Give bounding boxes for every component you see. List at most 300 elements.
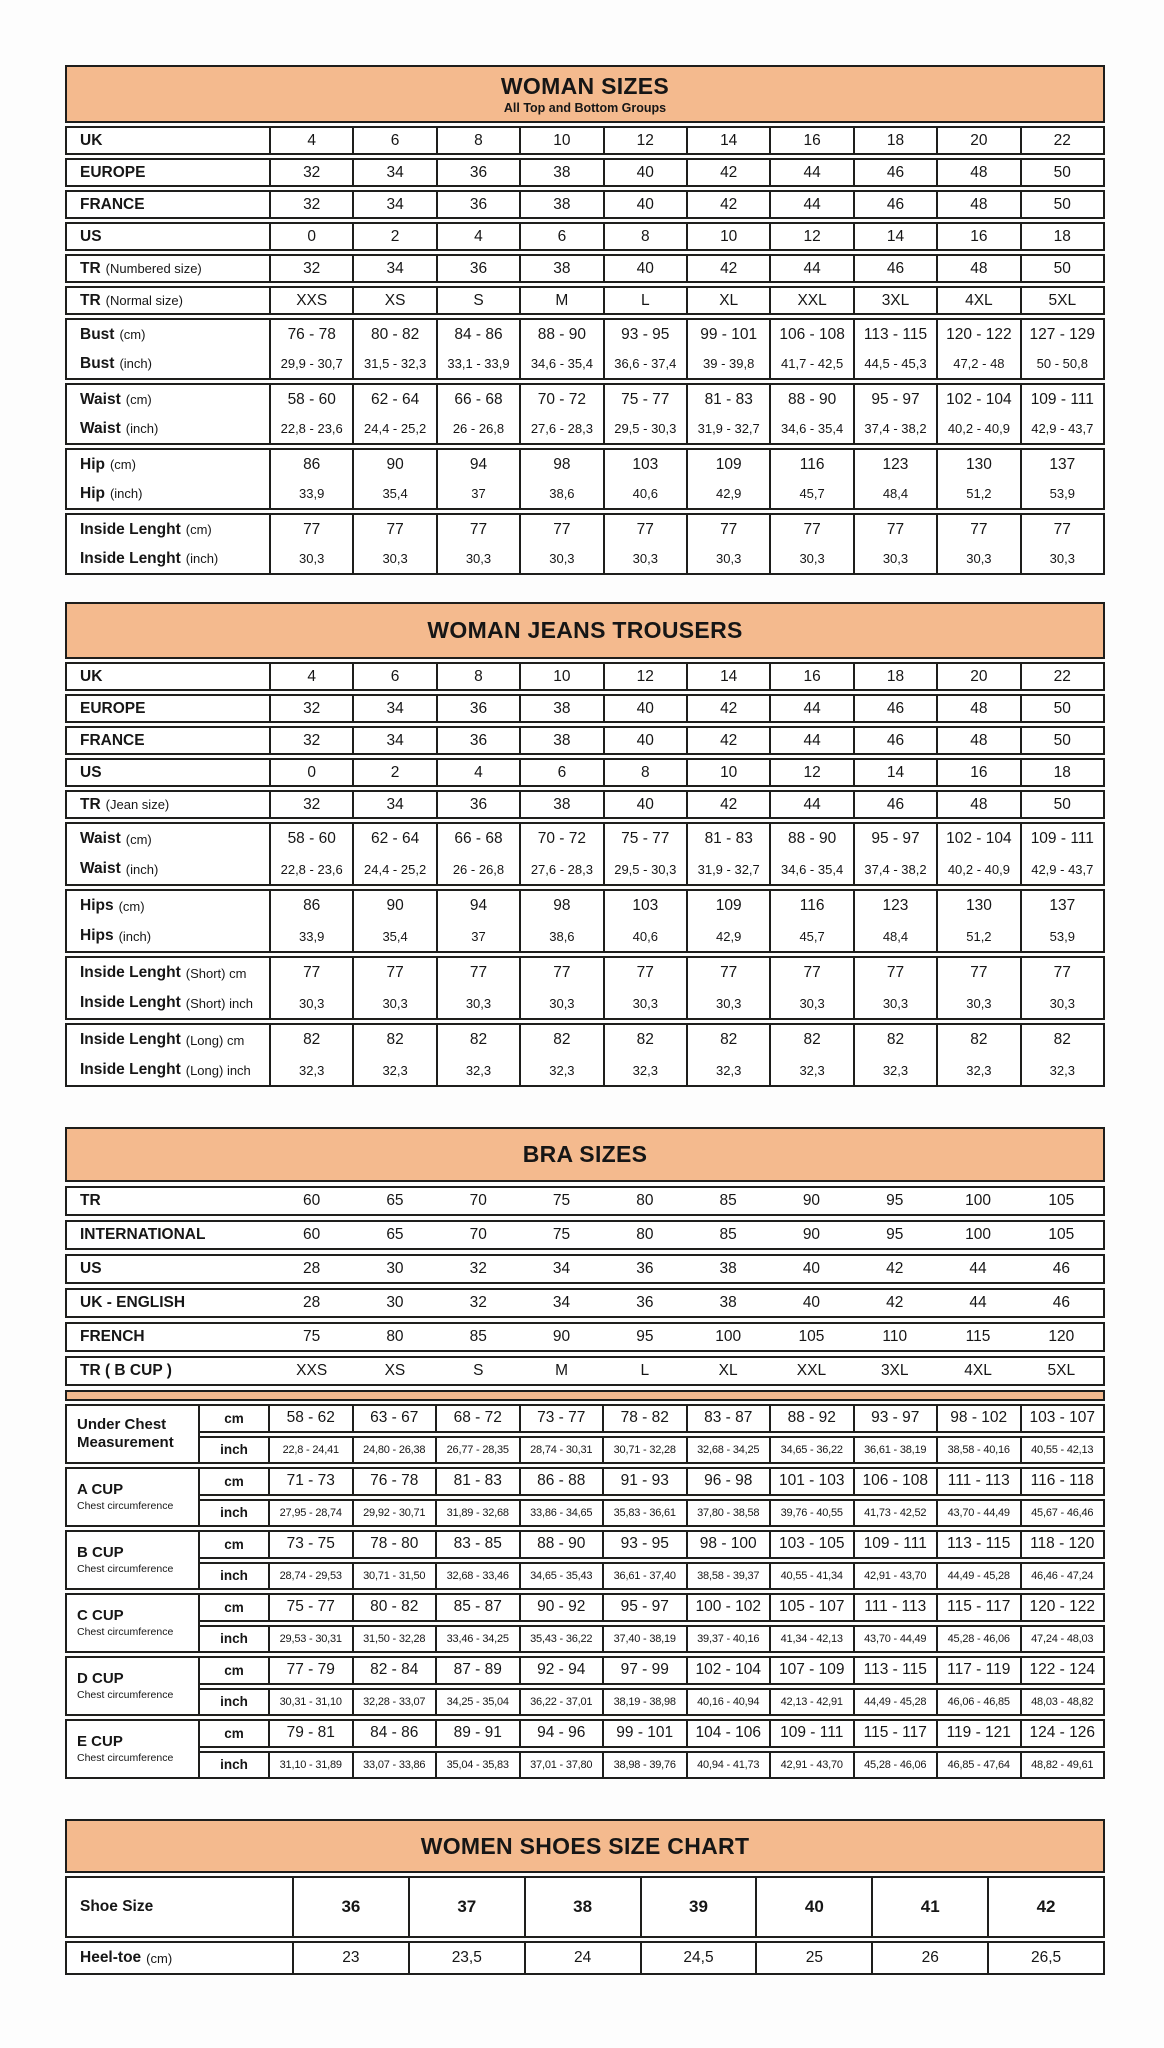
value-cell: 76 - 78 [269,320,352,349]
value-cell: 77 [1020,515,1103,544]
value-cell: 30,3 [1020,988,1103,1018]
row-label-main: TR ( B CUP ) [80,1362,172,1379]
row-label-main: US [80,227,102,245]
row-tr-b-cup [65,1356,1105,1386]
group-hip [65,448,1105,510]
value-cell: 20 [936,664,1019,689]
row-label-suffix: (inch) [125,861,159,877]
value-cell: 2 [352,760,435,785]
unit-row-inch [198,1499,1105,1528]
value-cell: 50 [1020,256,1103,281]
value-cell: 102 - 104 [936,824,1019,854]
row-label-main: TR [80,795,101,813]
group-rows [198,1530,1105,1590]
value-cell: 30,3 [519,544,602,573]
row-label-suffix: (inch) [185,551,219,566]
value-cell: 37,80 - 38,58 [686,1501,770,1526]
value-cell: 75 [303,1328,321,1345]
value-cell: 46 [853,792,936,817]
value-cell: 77 [436,515,519,544]
value-cell: 117 - 119 [936,1658,1020,1683]
value-cell: 32,3 [269,1055,352,1085]
value-cell: 22 [1020,664,1103,689]
value-cell: 98 - 100 [686,1532,770,1557]
value-cell: XXS [296,1362,328,1379]
value-cell: 82 [1020,1025,1103,1055]
value-cell: 80 - 82 [352,1595,436,1620]
value-cell: 47,24 - 48,03 [1020,1627,1104,1652]
value-cell: 35,83 - 36,61 [602,1501,686,1526]
value-cell: 35,43 - 36,22 [519,1627,603,1652]
value-cell: 106 - 108 [769,320,852,349]
value-cell: 77 [519,958,602,988]
row-label-suffix: (cm) [125,831,152,847]
value-cell: 30,3 [436,988,519,1018]
row-label-suffix: (Numbered size) [105,261,202,276]
value-cell: 24,4 - 25,2 [352,854,435,884]
value-cell: 80 [636,1226,654,1243]
value-cell: 22,8 - 23,6 [269,414,352,443]
value-cell: 37 [436,479,519,508]
value-cell: 36 [436,160,519,185]
value-cell: 4 [436,224,519,249]
value-cell: 51,2 [936,479,1019,508]
value-cell: 30,71 - 31,50 [352,1564,436,1589]
value-cell: 30,3 [686,544,769,573]
value-cell: 58 - 60 [269,824,352,854]
unit-row-cm [198,1656,1105,1685]
value-cell: 30 [386,1294,404,1311]
row-label-main: Inside Lenght [80,549,181,567]
row-france [65,726,1105,755]
value-cell: 24,5 [640,1943,756,1973]
value-cell: 40 [603,696,686,721]
value-cell: 32,3 [769,1055,852,1085]
value-cell: 86 - 88 [519,1469,603,1494]
value-cell: 36 [292,1878,408,1936]
value-cell: 44,49 - 45,28 [936,1564,1020,1589]
row-label [67,921,269,951]
value-cell: 77 [269,958,352,988]
value-cell: 115 [965,1328,991,1345]
row-label-main: Inside Lenght [80,1061,181,1078]
value-cell: 10 [519,664,602,689]
row-label-main: Waist [80,830,121,847]
group-waist [65,383,1105,445]
value-cell: 42 [886,1294,904,1311]
value-cell: 85 [719,1226,737,1243]
value-cell: 103 [603,891,686,921]
value-cell: 30,3 [519,988,602,1018]
value-cell: XS [352,288,435,313]
group-label [65,1467,200,1527]
value-cell: 0 [269,224,352,249]
value-cell: 51,2 [936,921,1019,951]
value-cell: 26 - 26,8 [436,854,519,884]
value-cell: 44 [769,256,852,281]
table-header [65,65,1105,123]
value-cell: 48 [936,256,1019,281]
value-cell: 46 [853,728,936,753]
group-under-chest-measurement [65,1404,1105,1464]
value-cell: 38 [719,1260,737,1277]
unit-row-cm [198,1719,1105,1748]
group-label-main: E CUP [77,1733,123,1751]
unit-cell: cm [224,1473,244,1489]
value-cell: 6 [352,128,435,153]
value-cell: 31,5 - 32,3 [352,349,435,378]
value-cell: 35,04 - 35,83 [435,1753,519,1778]
value-cell: 32 [269,160,352,185]
value-cell: 40,6 [603,921,686,951]
row-french [65,1322,1105,1352]
value-cell: XXS [269,288,352,313]
value-cell: XXL [769,288,852,313]
value-cell: 34 [552,1260,571,1277]
row-label-suffix: (Short) inch [185,995,253,1011]
value-cell: 44,5 - 45,3 [853,349,936,378]
row-label-main: Waist [80,419,121,437]
value-cell: 30,3 [769,988,852,1018]
value-cell: 48,03 - 48,82 [1020,1690,1104,1715]
value-cell: 33,9 [269,921,352,951]
row-label-suffix: (inch) [118,928,152,944]
value-cell: 71 - 73 [268,1469,352,1494]
value-cell: S [473,1362,484,1379]
value-cell: 39 [640,1878,756,1936]
value-cell: 77 [686,515,769,544]
row-label-main: Inside Lenght [80,1031,181,1048]
row-label-main: EUROPE [80,163,146,181]
value-cell: 38 [524,1878,640,1936]
value-cell: 18 [1020,224,1103,249]
value-cell: 45,28 - 46,06 [853,1753,937,1778]
value-cell: 38 [719,1294,737,1311]
row-label-main: EUROPE [80,699,146,717]
value-cell: 100 [715,1328,742,1345]
unit-cell: inch [220,1631,248,1647]
value-cell: 48,4 [853,921,936,951]
value-cell: 34 [352,160,435,185]
row-label [67,792,269,817]
value-cell: 24,4 - 25,2 [352,414,435,443]
row-label [67,988,269,1018]
table-title: WOMAN JEANS TROUSERS [427,617,743,644]
value-cell: 98 [519,450,602,479]
value-cell: 102 - 104 [936,385,1019,414]
row-label-main: UK - ENGLISH [80,1294,186,1311]
value-cell: M [519,288,602,313]
value-cell: 77 [1020,958,1103,988]
value-cell: 41,34 - 42,13 [769,1627,853,1652]
value-cell: 53,9 [1020,479,1103,508]
value-cell: 38 [519,696,602,721]
value-cell: 111 - 113 [936,1469,1020,1494]
group-rows [198,1656,1105,1716]
value-cell: 34,65 - 36,22 [769,1438,853,1463]
value-cell: 8 [603,760,686,785]
value-cell: 76 - 78 [352,1469,436,1494]
size-chart-page [65,65,1105,1975]
value-cell: 96 - 98 [686,1469,770,1494]
row-label-suffix: (inch) [125,421,159,436]
value-cell: 90 [802,1226,821,1243]
value-cell: 32 [469,1260,487,1277]
value-cell: 42 [886,1260,904,1277]
row-label-suffix: (Long) cm [185,1032,245,1048]
value-cell: 42,9 [686,921,769,951]
row-label [67,479,269,508]
value-cell: 27,6 - 28,3 [519,414,602,443]
value-cell: 82 [352,1025,435,1055]
value-cell: 4XL [964,1362,992,1379]
value-cell: 40,2 - 40,9 [936,414,1019,443]
value-cell: 124 - 126 [1020,1721,1104,1746]
value-cell: 32 [269,256,352,281]
value-cell: 37,01 - 37,80 [519,1753,603,1778]
row-label [67,320,269,349]
value-cell: 31,89 - 32,68 [435,1501,519,1526]
value-cell: 42 [686,256,769,281]
value-cell: 30,3 [352,544,435,573]
value-cell: 36,61 - 37,40 [602,1564,686,1589]
value-cell: 95 [886,1226,904,1243]
value-cell: 41 [871,1878,987,1936]
row-international [65,1220,1105,1250]
unit-row-inch [198,1688,1105,1717]
value-cell: 82 [936,1025,1019,1055]
row-label-suffix: (cm) [119,327,146,342]
value-cell: 48 [936,160,1019,185]
value-cell: 40 [603,192,686,217]
value-cell: 127 - 129 [1020,320,1103,349]
value-cell: 33,07 - 33,86 [352,1753,436,1778]
value-cell: 100 [965,1192,991,1209]
value-cell: 40 [603,728,686,753]
row-label [67,728,269,753]
value-cell: 46 [853,192,936,217]
value-cell: L [640,1362,650,1379]
value-cell: 12 [603,664,686,689]
unit-cell: cm [224,1536,244,1552]
table-title: WOMAN SIZES [500,73,670,100]
table-woman-jeans-trousers [65,602,1105,1087]
row-label [67,224,269,249]
table-header [65,1127,1105,1182]
value-cell: 90 [802,1192,821,1209]
value-cell: 3XL [853,288,936,313]
value-cell: 34,65 - 35,43 [519,1564,603,1589]
value-cell: 48 [936,792,1019,817]
row-label [67,450,269,479]
value-cell: 38 [519,160,602,185]
group-label [65,1656,200,1716]
value-cell: 42,13 - 42,91 [769,1690,853,1715]
value-cell: 98 - 102 [936,1406,1020,1431]
table-subtitle: All Top and Bottom Groups [503,100,667,115]
row-label-suffix: (cm) [118,898,145,914]
row-label-suffix: (inch) [109,486,143,501]
row-label [67,192,269,217]
value-cell: 30,3 [853,544,936,573]
row-label [67,1878,292,1936]
row-label [67,414,269,443]
value-cell: 50 [1020,696,1103,721]
value-cell: 100 - 102 [686,1595,770,1620]
value-cell: 94 [436,450,519,479]
value-cell: 37,4 - 38,2 [853,414,936,443]
value-cell: 34,6 - 35,4 [519,349,602,378]
value-cell: 30,71 - 32,28 [602,1438,686,1463]
value-cell: 91 - 93 [602,1469,686,1494]
unit-row-cm [198,1530,1105,1559]
value-cell: 130 [936,891,1019,921]
value-cell: 92 - 94 [519,1658,603,1683]
value-cell: 36 [436,728,519,753]
value-cell: 123 [853,891,936,921]
value-cell: 29,53 - 30,31 [268,1627,352,1652]
value-cell: 36,22 - 37,01 [519,1690,603,1715]
value-cell: 38,58 - 40,16 [936,1438,1020,1463]
value-cell: 31,9 - 32,7 [686,414,769,443]
row-label-suffix: (inch) [119,356,152,371]
unit-row-cm [198,1404,1105,1433]
value-cell: 18 [853,128,936,153]
row-label-main: UK [80,131,103,149]
value-cell: 32 [269,696,352,721]
group-e-cup [65,1719,1105,1779]
value-cell: 33,86 - 34,65 [519,1501,603,1526]
value-cell: 29,5 - 30,3 [603,854,686,884]
value-cell: 42,91 - 43,70 [769,1753,853,1778]
row-label [67,1188,270,1214]
value-cell: 41,7 - 42,5 [769,349,852,378]
unit-row-inch [198,1562,1105,1591]
row-label [67,1943,292,1973]
value-cell: 44 [769,792,852,817]
value-cell: 89 - 91 [435,1721,519,1746]
value-cell: 62 - 64 [352,385,435,414]
value-cell: 45,28 - 46,06 [936,1627,1020,1652]
value-cell: 107 - 109 [769,1658,853,1683]
value-cell: 115 - 117 [853,1721,937,1746]
value-cell: 111 - 113 [853,1595,937,1620]
value-cell: L [603,288,686,313]
value-cell: XL [718,1362,738,1379]
value-cell: 116 [769,450,852,479]
value-cell: 27,6 - 28,3 [519,854,602,884]
value-cell: 60 [303,1192,321,1209]
value-cell: 109 [686,450,769,479]
value-cell: 84 - 86 [352,1721,436,1746]
table-header [65,602,1105,659]
value-cell: 79 - 81 [268,1721,352,1746]
value-cell: 30,3 [936,988,1019,1018]
value-cell: 46 [853,256,936,281]
row-label [67,824,269,854]
value-cell: 28 [303,1260,321,1277]
row-us [65,1254,1105,1284]
value-cell: 118 - 120 [1020,1532,1104,1557]
group-bust [65,318,1105,380]
value-cell: 42 [686,160,769,185]
unit-cell: cm [224,1599,244,1615]
table-bra-sizes [65,1127,1105,1779]
group-rows [198,1467,1105,1527]
row-label [67,891,269,921]
value-cell: 20 [936,128,1019,153]
value-cell: 50 [1020,192,1103,217]
table-women-shoes-size-chart [65,1819,1105,1975]
unit-row-inch [198,1751,1105,1780]
value-cell: 26,5 [987,1943,1103,1973]
value-cell: 40,55 - 42,13 [1020,1438,1104,1463]
table-title: BRA SIZES [522,1141,648,1168]
value-cell: 5XL [1047,1362,1076,1379]
group-label-sub: Chest circumference [77,1752,174,1765]
value-cell: 83 - 87 [686,1406,770,1431]
value-cell: 113 - 115 [853,1658,937,1683]
value-cell: 34 [352,256,435,281]
value-cell: 6 [519,760,602,785]
value-cell: 34 [352,728,435,753]
value-cell: 30,3 [603,988,686,1018]
value-cell: 30,3 [769,544,852,573]
value-cell: 75 [552,1192,571,1209]
value-cell: 38,98 - 39,76 [602,1753,686,1778]
value-cell: 32,3 [436,1055,519,1085]
value-cell: 44 [769,160,852,185]
value-cell: 24,80 - 26,38 [352,1438,436,1463]
value-cell: 34 [352,192,435,217]
value-cell: 60 [303,1226,321,1243]
value-cell: 43,70 - 44,49 [936,1501,1020,1526]
value-cell: 31,10 - 31,89 [268,1753,352,1778]
unit-cell: inch [220,1505,248,1521]
value-cell: 25 [755,1943,871,1973]
value-cell: M [555,1362,568,1379]
value-cell: 32,3 [853,1055,936,1085]
value-cell: 5XL [1020,288,1103,313]
value-cell: 77 [269,515,352,544]
row-label-main: Hips [80,927,114,944]
row-label-main: UK [80,667,103,685]
value-cell: 75 - 77 [268,1595,352,1620]
value-cell: 14 [686,664,769,689]
value-cell: 31,9 - 32,7 [686,854,769,884]
value-cell: 97 - 99 [602,1658,686,1683]
value-cell: 27,95 - 28,74 [268,1501,352,1526]
group-label [65,1593,200,1653]
value-cell: 81 - 83 [686,824,769,854]
group-rows [198,1719,1105,1779]
row-label [67,664,269,689]
value-cell: 45,7 [769,479,852,508]
value-cell: 30,3 [352,988,435,1018]
group-hips [65,889,1105,953]
row-us [65,758,1105,787]
value-cell: 88 - 90 [769,385,852,414]
value-cell: 50 [1020,160,1103,185]
row-uk-english [65,1288,1105,1318]
value-cell: 30,31 - 31,10 [268,1690,352,1715]
row-label [67,958,269,988]
row-label-suffix: (cm) [109,457,136,472]
value-cell: 32,3 [352,1055,435,1085]
value-cell: 3XL [880,1362,909,1379]
value-cell: 30,3 [936,544,1019,573]
group-waist [65,822,1105,886]
